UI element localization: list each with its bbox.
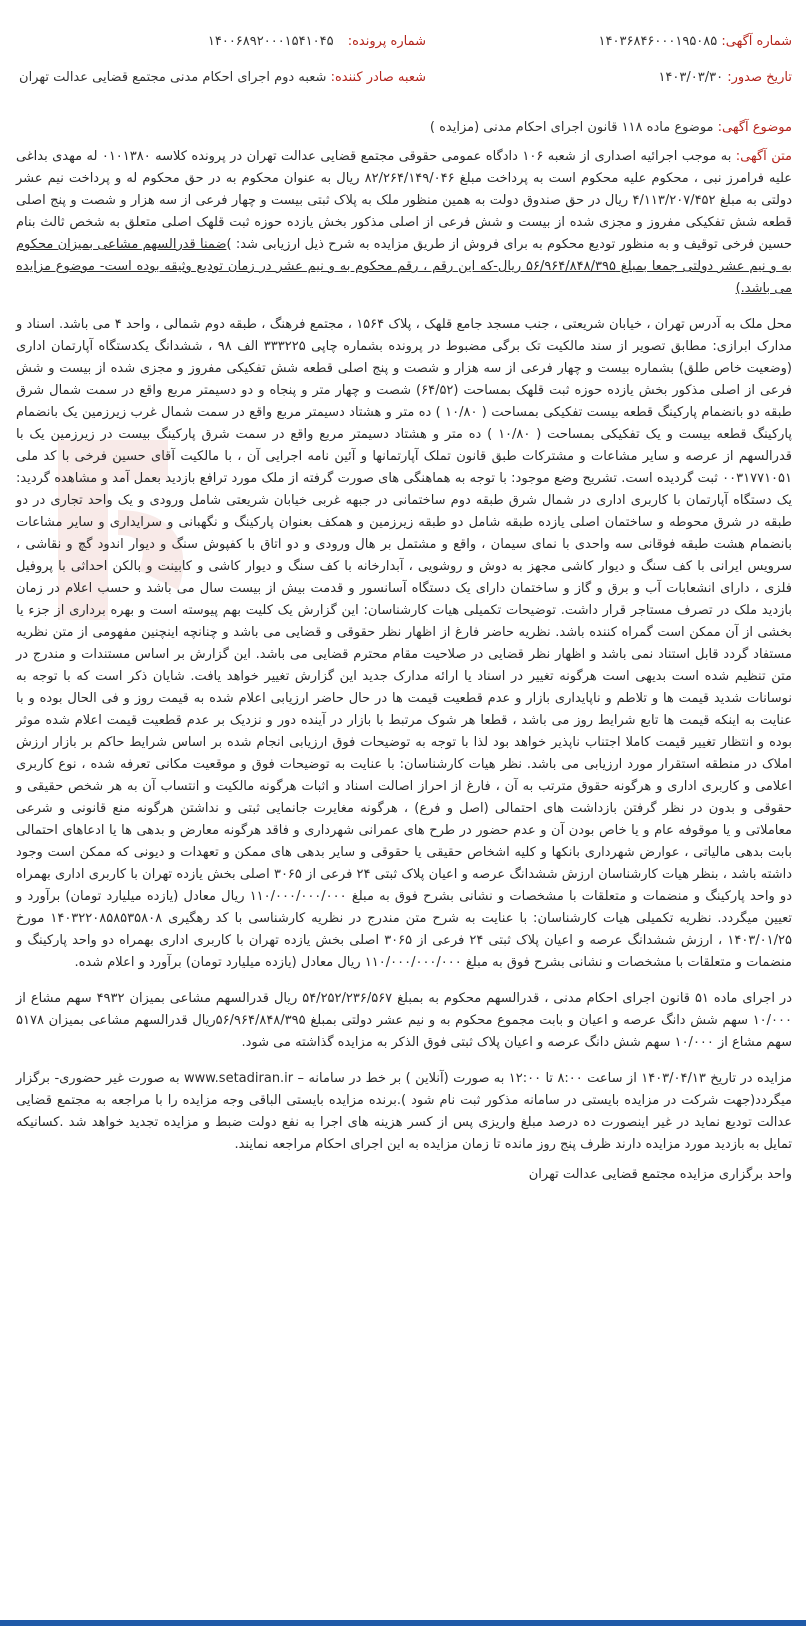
case-number-field <box>208 34 426 49</box>
subject-field <box>430 120 792 135</box>
paragraph-1-underlined: ضمنا قدرالسهم مشاعی بمیزان محکوم به و نیم عشر دولتی جمعا بمبلغ ۵۶/۹۶۴/۸۴۸/۳۹۵ ریال-که این رقم ، رقم محکوم به و نیم عشر در زمان تودیع وثیقه بوده است- موضوع مزایده می باشد.) <box>16 237 792 296</box>
issue-date-label: تاریخ صدور: <box>727 70 792 85</box>
ad-number-value: ۱۴۰۳۶۸۴۶۰۰۰۱۹۵۰۸۵ <box>598 34 718 49</box>
subject-value: موضوع ماده ۱۱۸ قانون اجرای احکام مدنی (مزایده ) <box>429 120 714 135</box>
ad-number-field <box>599 34 792 49</box>
case-number-label: شماره پرونده: <box>347 34 426 49</box>
body-text-label: متن آگهی: <box>735 149 792 164</box>
issuing-branch-field <box>19 70 426 85</box>
issue-date-field <box>658 70 792 85</box>
case-number-value: ۱۴۰۰۶۸۹۲۰۰۰۱۵۴۱۰۴۵ <box>207 34 334 49</box>
issuing-branch-label: شعبه صادر کننده: <box>330 70 426 85</box>
body-paragraph-2: محل ملک به آدرس تهران ، خیابان شریعتی ، جنب مسجد جامع قلهک ، پلاک ۱۵۶۴ ، مجتمع فرهنگ ، طبقه دوم شمالی ، واحد ۴ می باشد. اسناد و مدارک ابرازی: مطابق تصویر از سند مالکیت تک برگی مضبوط در پرونده بشماره چاپی ۳۳۳۲۲۵ الف ۹۸ ، ششدانگ یکدستگاه آپارتمان اداری (وضعیت خاص طلق) بشماره بیست و چهار فرعی از سه هزار و شصت و پنج اصلی قطعه شش تفکیکی مفروز و مجزی شده از بیست و شش فرعی از اصلی مذکور بخش یازده حوزه ثبت قلهک بمساحت (۶۴/۵۲) شصت و چهار متر و پنجاه و دو دسیمتر مربع واقع در سمت شمال شرق طبقه دو بانضمام پارکینگ قطعه بیست تفکیکی بمساحت ( ۱۰/۸۰ ) ده متر و هشتاد دسیمتر مربع واقع در سمت شمال غرب زیرزمین یک بانضمام پارکینگ قطعه بیست و یک تفکیکی بمساحت ( ۱۰/۸۰ ) ده متر و هشتاد دسیمتر مربع واقع در سمت شرق پارکینگ بیست در زیرزمین یک با قدرالسهم از عرصه و سایر مشاعات و مشترکات طبق قانون تملک آپارتمانها و آئین نامه اجرایی آن ، با مالکیت آقای حسین فرخی با کد ملی ۰۰۳۱۷۷۱۰۵۱ ثبت گردیده است. تشریح وضع موجود: با توجه به هماهنگی های صورت گرفته از ملک مورد ترافع بازدید بعمل آمد و مشاهده گردید: یک دستگاه آپارتمان با کاربری اداری در شمال شرق طبقه دوم ساختمانی در جبهه غربی خیابان شریعتی شامل ورودی و یک واحد تجاری در دو طبقه در شرق محوطه و ساختمان اصلی یازده طبقه شامل دو طبقه زیرزمین و همکف بعنوان پارکینگ و نگهبانی و سرایداری و سایر مشاعات بانضمام هشت طبقه فوقانی سه واحدی با نمای سیمان ، واقع و مشتمل بر هال ورودی و دو اتاق با کفپوش سنگ و دیوار اندود گچ و نقاشی ، سرویس ایرانی با کف سنگ و دیوار کاشی مجهز به دوش و روشویی ، آبدارخانه با کف سنگ و دیوار کاشی و کابینت و بالکن احداثی با پروفیل فلزی ، دارای انشعابات آب و برق و گاز و ساختمان دارای یک دستگاه آسانسور و قدمت بیش از بیست سال می باشد و حسب اعلام در زمان بازدید ملک در تصرف مستاجر قرار داشت. توضیحات تکمیلی هیات کارشناسان: این گزارش یک کلیت بهم پیوسته است و بهره برداری از جزء یا بخشی از آن ممکن است گمراه کننده باشد. نظریه حاضر فارغ از اظهار نظر حقوقی و قضایی می باشد و چنانچه اینچنین مفهومی از متن نظریه مستفاد گردد قابل استناد نمی باشد و اظهار نظر قضایی در صلاحیت مقام محترم قضایی می باشد. این گزارش بر اساس مستندات و مندرج در متن تنظیم شده است بدیهی است هرگونه تغییر در اسناد یا ارائه مدارک جدید این گزارش تغییر خواهد یافت. شایان ذکر است که با توجه به نوسانات شدید قیمت ها و تلاطم و ناپایداری بازار و عدم قطعیت قیمت ها در حال حاضر ارزیابی اعلام شده به قیمت روز و فی الحال بوده و با عنایت به اینکه قیمت ها تابع شرایط روز می باشد ، قطعا هر شوک مرتبط با بازار در آینده دور و نزدیک بر عدم قطعیت قیمت اعلام شده موثر بوده و انتظار تغییر قیمت کاملا اجتناب ناپذیر خواهد بود لذا با توجه به توضیحات فوق ارزیابی انجام شده بر اساس شرایط حاکم بر بازار ارزش املاک در منطقه استقرار مورد ارزیابی می باشد. نظر هیات کارشناسان: با عنایت به توضیحات فوق و موقعیت مکانی تعرفه شده ، نوع کاربری اعلامی و کاربری اداری و هرگونه حقوق مترتب به آن ، فارغ از احراز اصالت اسناد و اثبات هرگونه مالکیت و انتساب آن به هر شخص حقیقی و حقوقی و بدون در نظر گرفتن بازداشت های احتمالی (اصل و فرع) ، هرگونه مغایرت جانمایی ثبتی و نداشتن هرگونه منع قانونی و شرعی معاملاتی و یا موقوفه عام و یا خاص بودن آن و عدم حضور در طرح های عمرانی شهرداری و فاقد هرگونه معارض و بدهی ها یا ادعاهای احتمالی بابت بدهی مالیاتی ، عوارض شهرداری بانکها و کلیه اشخاص حقیقی یا حقوقی و سایر بدهی های ممکن و تعهدات و دیونی که ممکن است وجود داشته باشد ، بنظر هیات کارشناسان ارزش ششدانگ عرصه و اعیان پلاک ثبتی ۲۴ فرعی از ۳۰۶۵ اصلی بخش یازده تهران با کاربری اداری بهمراه دو واحد پارکینگ و منضمات و متعلقات با مشخصات و نشانی بشرح فوق به مبلغ ۱۱۰/۰۰۰/۰۰۰/۰۰۰ ریال معادل (یازده میلیارد تومان) برآورد و تعیین میگردد. نظریه تکمیلی هیات کارشناسان: با عنایت به شرح متن مندرج در نظریه کارشناسی با کد رهگیری ۱۴۰۳۲۲۰۸۵۸۵۳۵۸۰۸ مورخ ۱۴۰۳/۰۱/۲۵ ، ارزش ششدانگ عرصه و اعیان پلاک ثبتی ۲۴ فرعی از ۳۰۶۵ اصلی بخش یازده تهران با کاربری اداری بهمراه دو واحد پارکینگ و منضمات و متعلقات با مشخصات و نشانی بشرح فوق به مبلغ ۱۱۰/۰۰۰/۰۰۰/۰۰۰ ریال معادل (یازده میلیارد تومان) برآورد و اعلام شده. <box>16 317 793 970</box>
paragraph-1-main: به موجب اجرائیه اصداری از شعبه ۱۰۶ دادگاه عمومی حقوقی مجتمع قضایی عدالت تهران در پرونده کلاسه ۰۱۰۱۳۸۰ له مهدی بداغی علیه فرامرز نبی ، محکوم علیه محکوم است به پرداخت مبلغ ۸۲/۲۶۴/۱۴۹/۰۴۶ ریال به عنوان محکوم به در حق محکوم له و پرداخت نیم عشر دولتی به مبلغ ۴/۱۱۳/۲۰۷/۴۵۲ ریال در حق صندوق دولت به همین منظور ملک به پلاک ثبتی بیست و چهار فرعی از سه هزار و شصت و پنج اصلی قطعه شش تفکیکی مفروز و مجزی شده از بیست و شش فرعی از اصلی مذکور بخش یازده حوزه ثبت قلهک اصلی متعلق به شخص ثالث بنام حسین فرخی توقیف و به منظور تودیع محکوم به برای فروش از طریق مزایده به شرح ذیل ارزیابی شد: ) <box>16 149 793 252</box>
ad-number-label: شماره آگهی: <box>721 34 792 49</box>
notice-body <box>16 146 792 1186</box>
body-paragraph-1 <box>16 146 792 300</box>
footer-bar <box>0 1620 806 1626</box>
body-paragraph-3: در اجرای ماده ۵۱ قانون اجرای احکام مدنی ، قدرالسهم محکوم به بمبلغ ۵۴/۲۵۲/۲۳۶/۵۶۷ ریال قدرالسهم مشاعی بمیزان ۴۹۳۲ سهم مشاع از ۱۰/۰۰۰ سهم شش دانگ عرصه و اعیان و بابت مجموع محکوم به و نیم عشر دولتی بمبلغ ۵۶/۹۶۴/۸۴۸/۳۹۵ریال قدرالسهم مشاعی بمیزان ۵۱۷۸ سهم مشاع از ۱۰/۰۰۰ سهم شش دانگ عرصه و اعیان پلاک ثبتی فوق الذکر به مزایده گذاشته می شود. <box>16 991 792 1050</box>
body-paragraph-5: واحد برگزاری مزایده مجتمع قضایی عدالت تهران <box>528 1167 792 1182</box>
issuing-branch-value: شعبه دوم اجرای احکام مدنی مجتمع قضایی عدالت تهران <box>19 70 327 85</box>
issue-date-value: ۱۴۰۳/۰۳/۳۰ <box>658 70 724 85</box>
subject-label: موضوع آگهی: <box>717 120 792 135</box>
body-paragraph-4: مزایده در تاریخ ۱۴۰۳/۰۴/۱۳ از ساعت ۸:۰۰ تا ۱۲:۰۰ به صورت (آنلاین ) بر خط در سامانه – www.setadiran.ir به صورت غیر حضوری- برگزار میگردد(جهت شرکت در مزایده بایستی در سامانه مذکور ثبت نام شود ).برنده مزایده بایستی الباقی وجه مزایده را با مراجعه به مجتمع قضایی عدالت تودیع نماید در غیر اینصورت ده درصد مبلغ واریزی پس از کسر هزینه های اجرا به نفع دولت ضبط و مزایده تجدید خواهد شد .کسانیکه تمایل به بازدید مورد مزایده دارند ظرف پنج روز مانده تا زمان مزایده به این اجرای احکام مراجعه نمایند. <box>16 1071 792 1152</box>
